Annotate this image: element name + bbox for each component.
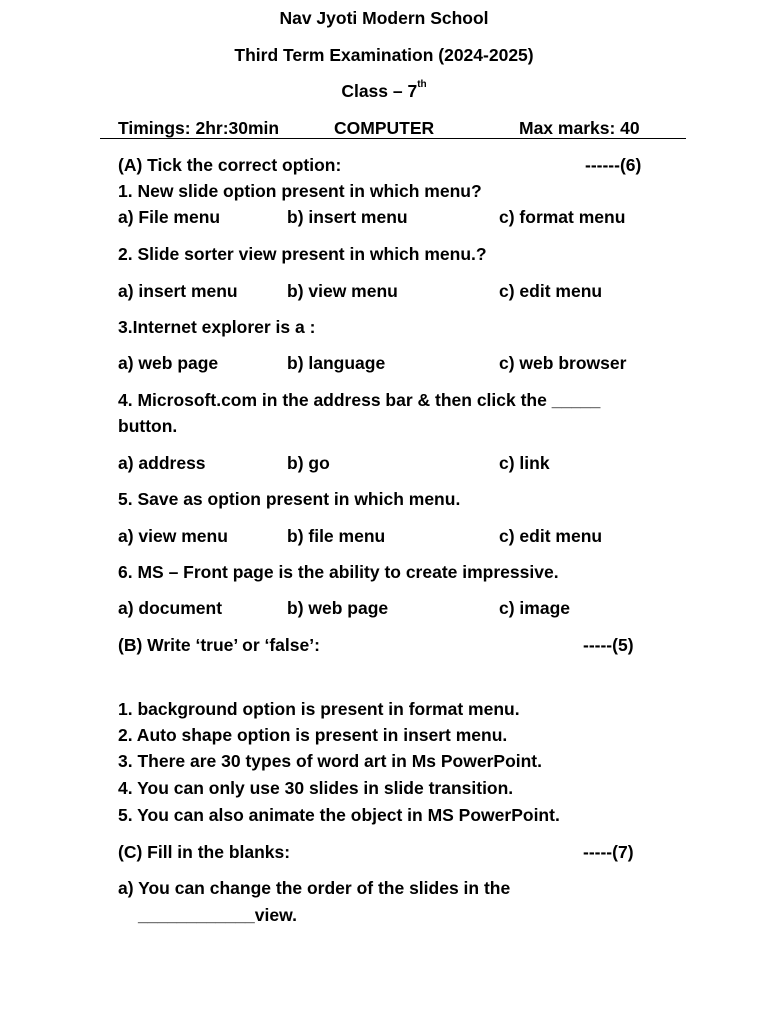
section-a-marks: ------(6)	[585, 155, 642, 175]
q2-option-a: a) insert menu	[118, 281, 238, 301]
timings: Timings: 2hr:30min	[118, 118, 280, 138]
q3-option-a: a) web page	[118, 353, 219, 373]
section-c-heading: (C) Fill in the blanks:	[118, 842, 291, 862]
q3-option-b: b) language	[287, 353, 386, 373]
question-5: 5. Save as option present in which menu.	[118, 489, 461, 509]
q6-option-c: c) image	[499, 598, 570, 618]
exam-title: Third Term Examination (2024-2025)	[234, 45, 534, 65]
q4-option-c: c) link	[499, 453, 550, 473]
q1-option-c: c) format menu	[499, 207, 626, 227]
fill-blank-a: a) You can change the order of the slides in the	[118, 878, 511, 898]
true-false-item-2: 2. Auto shape option is present in insert menu.	[118, 725, 508, 745]
section-a-heading: (A) Tick the correct option:	[118, 155, 342, 175]
section-b-marks: -----(5)	[583, 635, 634, 655]
class-label	[0, 81, 768, 102]
question-1: 1. New slide option present in which menu?	[118, 181, 482, 201]
q5-option-b: b) file menu	[287, 526, 386, 546]
q3-option-c: c) web browser	[499, 353, 627, 373]
question-4-continued: button.	[118, 416, 178, 436]
question-3: 3.Internet explorer is a :	[118, 317, 316, 337]
q2-option-c: c) edit menu	[499, 281, 603, 301]
section-c-marks: -----(7)	[583, 842, 634, 862]
true-false-item-5: 5. You can also animate the object in MS PowerPoint.	[118, 805, 560, 825]
fill-blank-a-continued: ____________view.	[138, 905, 297, 925]
question-6: 6. MS – Front page is the ability to create impressive.	[118, 562, 559, 582]
q6-option-b: b) web page	[287, 598, 389, 618]
true-false-item-4: 4. You can only use 30 slides in slide transition.	[118, 778, 514, 798]
q5-option-c: c) edit menu	[499, 526, 603, 546]
section-b-heading: (B) Write ‘true’ or ‘false’:	[118, 635, 320, 655]
subject: COMPUTER	[334, 118, 435, 138]
q1-option-b: b) insert menu	[287, 207, 408, 227]
question-2: 2. Slide sorter view present in which menu.?	[118, 244, 487, 264]
class-text: Class – 7	[341, 81, 418, 101]
true-false-item-1: 1. background option is present in format menu.	[118, 699, 520, 719]
class-superscript: th	[417, 79, 427, 90]
q4-option-a: a) address	[118, 453, 206, 473]
school-name: Nav Jyoti Modern School	[279, 8, 489, 28]
true-false-item-3: 3. There are 30 types of word art in Ms PowerPoint.	[118, 751, 542, 771]
header-divider	[100, 138, 686, 139]
question-4: 4. Microsoft.com in the address bar & then click the _____	[118, 390, 601, 410]
q1-option-a: a) File menu	[118, 207, 221, 227]
q2-option-b: b) view menu	[287, 281, 398, 301]
q6-option-a: a) document	[118, 598, 223, 618]
max-marks: Max marks: 40	[519, 118, 640, 138]
q4-option-b: b) go	[287, 453, 330, 473]
q5-option-a: a) view menu	[118, 526, 228, 546]
